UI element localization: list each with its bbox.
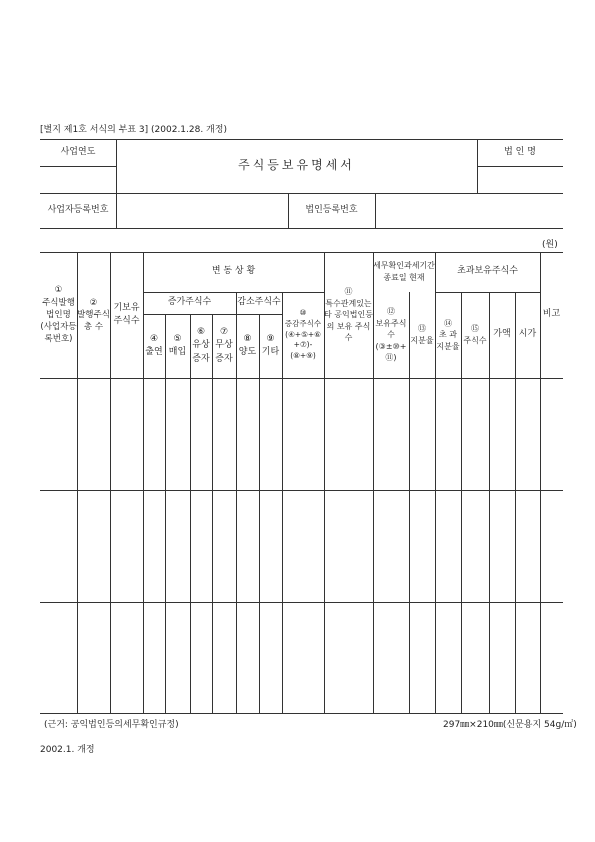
col-header-net-change: ⑩ 증감주식수 (④+⑤+⑥ +⑦)-(⑧+⑨) — [284, 307, 322, 361]
form-label: [별지 제1호 서식의 부표 3] (2002.1.28. 개정) — [40, 125, 227, 135]
col-header-excess-shares: ⑮ 주식수 — [463, 324, 487, 345]
col-header-held-shares: 기보유 주식수 — [113, 302, 140, 326]
footer-basis: (근거: 공익법인등의세무확인규정) — [44, 720, 179, 730]
group-header-excess: 초과보유주식수 — [457, 266, 518, 277]
table-row[interactable] — [40, 491, 563, 602]
business-year-label: 사업연도 — [60, 146, 96, 157]
col-header-purchase: ⑤ 매입 — [168, 333, 187, 357]
col-header-contribution: ④ 출연 — [145, 333, 163, 357]
table-row[interactable] — [40, 603, 563, 713]
corp-reg-no-field[interactable] — [375, 193, 563, 229]
group-header-audit: 세무확인과세기간 종료일 현재 — [373, 261, 435, 282]
form-title: 주식등보유명세서 — [238, 158, 355, 173]
footer-paper-size: 297㎜×210㎜(신문용지 54g/㎡) — [443, 720, 577, 730]
col-header-free-increase: ⑦ 무상 증자 — [215, 327, 233, 364]
col-header-transfer: ⑧ 양도 — [238, 333, 257, 357]
col-header-paid-increase: ⑥ 유상 증자 — [192, 327, 210, 364]
group-header-increase: 증가주식수 — [167, 297, 212, 308]
col-header-ownership-ratio: ⑬ 지분율 — [410, 324, 434, 345]
footer-revision: 2002.1. 개정 — [40, 745, 95, 755]
col-header-issuer: ① 주식발행 법인명 (사업자등 록번호) — [40, 285, 77, 345]
col-header-value: 가액 — [493, 329, 511, 340]
col-header-holding-shares: ⑫ 보유주식 수 (③±⑩+ ⑪) — [375, 307, 407, 363]
table-row[interactable] — [40, 379, 563, 490]
corp-name-label: 법 인 명 — [504, 146, 536, 157]
col-header-other: ⑨ 기타 — [261, 333, 280, 357]
biz-reg-no-field[interactable] — [116, 193, 288, 229]
corp-reg-no-label: 법인등록번호 — [305, 205, 358, 216]
corp-name-field[interactable] — [477, 166, 563, 193]
group-header-change-status: 변 동 상 황 — [211, 266, 256, 277]
col-header-total-shares: ② 발행주식 총 수 — [77, 297, 110, 333]
unit-label: (원) — [542, 240, 558, 250]
biz-reg-no-label: 사업자등록번호 — [47, 205, 109, 216]
col-header-related-shares: ⑪ 특수관계있는 타 공익법인등 의 보유 주식 수 — [324, 287, 373, 343]
group-header-decrease: 감소주식수 — [237, 297, 281, 308]
business-year-field[interactable] — [40, 166, 116, 193]
col-header-remarks: 비고 — [542, 309, 561, 320]
col-header-market-price: 시가 — [518, 329, 537, 340]
col-header-excess-ratio: ⑭ 초 과 지분율 — [436, 318, 460, 351]
